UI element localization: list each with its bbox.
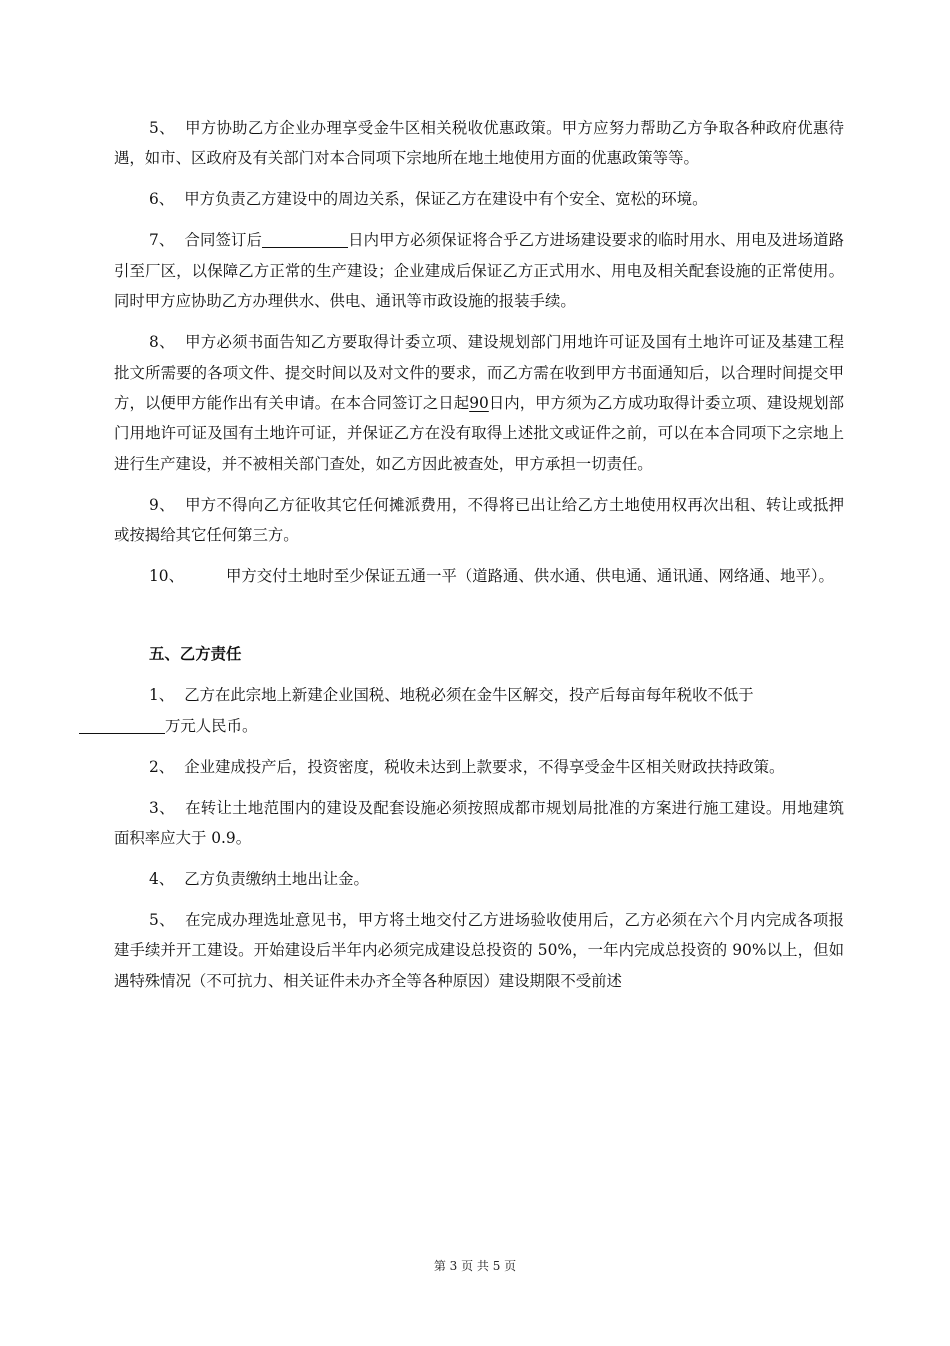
clause-text: 企业建成投产后，投资密度，税收未达到上款要求，不得享受金牛区相关财政扶持政策。 (184, 757, 785, 776)
clause-text: 在完成办理选址意见书，甲方将土地交付乙方进场验收使用后，乙方必须在六个月内完成各项报建手续并开工建设。开始建设后半年内必须完成建设总投资的 50%，一年内完成总投资的 90%以上，但如遇特殊情况（不可抗力、相关证件未办齐全等各种原因）建设期限不受前述 (114, 911, 844, 990)
clause-text: 乙方负责缴纳土地出让金。 (184, 870, 369, 889)
clause-number: 4、 (149, 870, 175, 889)
clause-text-before-blank: 合同签订后 (184, 231, 263, 250)
clause-text-before-days: 甲方必须书面告知乙方要取得计委立项、建设规划部门用地许可证及国有土地许可证及基建工程批文所需要的各项文件、提交时间以及对文件的要求，而乙方需在收到甲方书面通知后，以合理时间提交甲方，以便甲方能作出有关申请。在本合同签订之日起 (114, 333, 844, 413)
section-number: 五、 (149, 645, 180, 664)
clause-5-1 (114, 680, 844, 741)
clause-4-9 (114, 490, 844, 551)
clause-4-8 (114, 327, 844, 479)
page-footer: 第 3 页 共 5 页 (433, 1259, 517, 1273)
clause-4-10 (114, 561, 844, 591)
clause-number: 1、 (149, 686, 175, 705)
clause-number: 3、 (149, 798, 175, 817)
days-value: 90 (469, 394, 489, 413)
clause-5-3 (114, 793, 844, 854)
clause-text: 甲方协助乙方企业办理享受金牛区相关税收优惠政策。甲方应努力帮助乙方争取各种政府优惠待遇，如市、区政府及有关部门对本合同项下宗地所在地土地使用方面的优惠政策等等。 (114, 119, 844, 168)
fill-in-blank (79, 715, 165, 734)
clause-number: 5、 (149, 119, 175, 137)
clause-4-7 (114, 225, 844, 316)
clause-text-before-blank: 乙方在此宗地上新建企业国税、地税必须在金牛区解交，投产后每亩每年税收不低于 (184, 686, 754, 705)
clause-5-5 (114, 905, 844, 996)
clause-5-4 (114, 864, 844, 894)
page-content (114, 113, 844, 1007)
section-title: 乙方责任 (179, 645, 242, 664)
fill-in-blank (262, 229, 348, 248)
clause-text: 甲方不得向乙方征收其它任何摊派费用，不得将已出让给乙方土地使用权再次出租、转让或抵押或按揭给其它任何第三方。 (114, 495, 844, 545)
section-5-heading (114, 639, 844, 669)
clause-text-after-blank: 日内甲方必须保证将合乎乙方进场建设要求的临时用水、用电及进场道路引至厂区，以保障乙方正常的生产建设；企业建成后保证乙方正式用水、用电及相关配套设施的正常使用。同时甲方应协助乙方办理供水、供电、通讯等市政设施的报装手续。 (114, 231, 844, 311)
clause-number: 2、 (149, 757, 175, 776)
clause-number: 10、 (149, 567, 184, 586)
clause-number: 8、 (149, 333, 175, 352)
clause-number: 9、 (149, 495, 175, 514)
clause-5-2 (114, 752, 844, 782)
clause-4-6 (114, 184, 844, 214)
clause-number: 6、 (149, 190, 175, 209)
clause-text: 甲方交付土地时至少保证五通一平（道路通、供水通、供电通、通讯通、网络通、地平）。 (225, 567, 834, 586)
clause-text: 甲方负责乙方建设中的周边关系，保证乙方在建设中有个安全、宽松的环境。 (184, 190, 708, 209)
clause-text-after-blank: 万元人民币。 (165, 716, 258, 735)
clause-text: 在转让土地范围内的建设及配套设施必须按照成都市规划局批准的方案进行施工建设。用地建筑面积率应大于 0.9。 (114, 798, 844, 848)
clause-number: 5、 (149, 911, 175, 930)
clause-number: 7、 (149, 231, 175, 250)
clause-text-after-days: 日内，甲方须为乙方成功取得计委立项、建设规划部门用地许可证及国有土地许可证，并保证乙方在没有取得上述批文或证件之前，可以在本合同项下之宗地上进行生产建设，并不被相关部门查处，如乙方因此被查处，甲方承担一切责任。 (114, 394, 844, 473)
clause-4-5 (114, 113, 844, 174)
